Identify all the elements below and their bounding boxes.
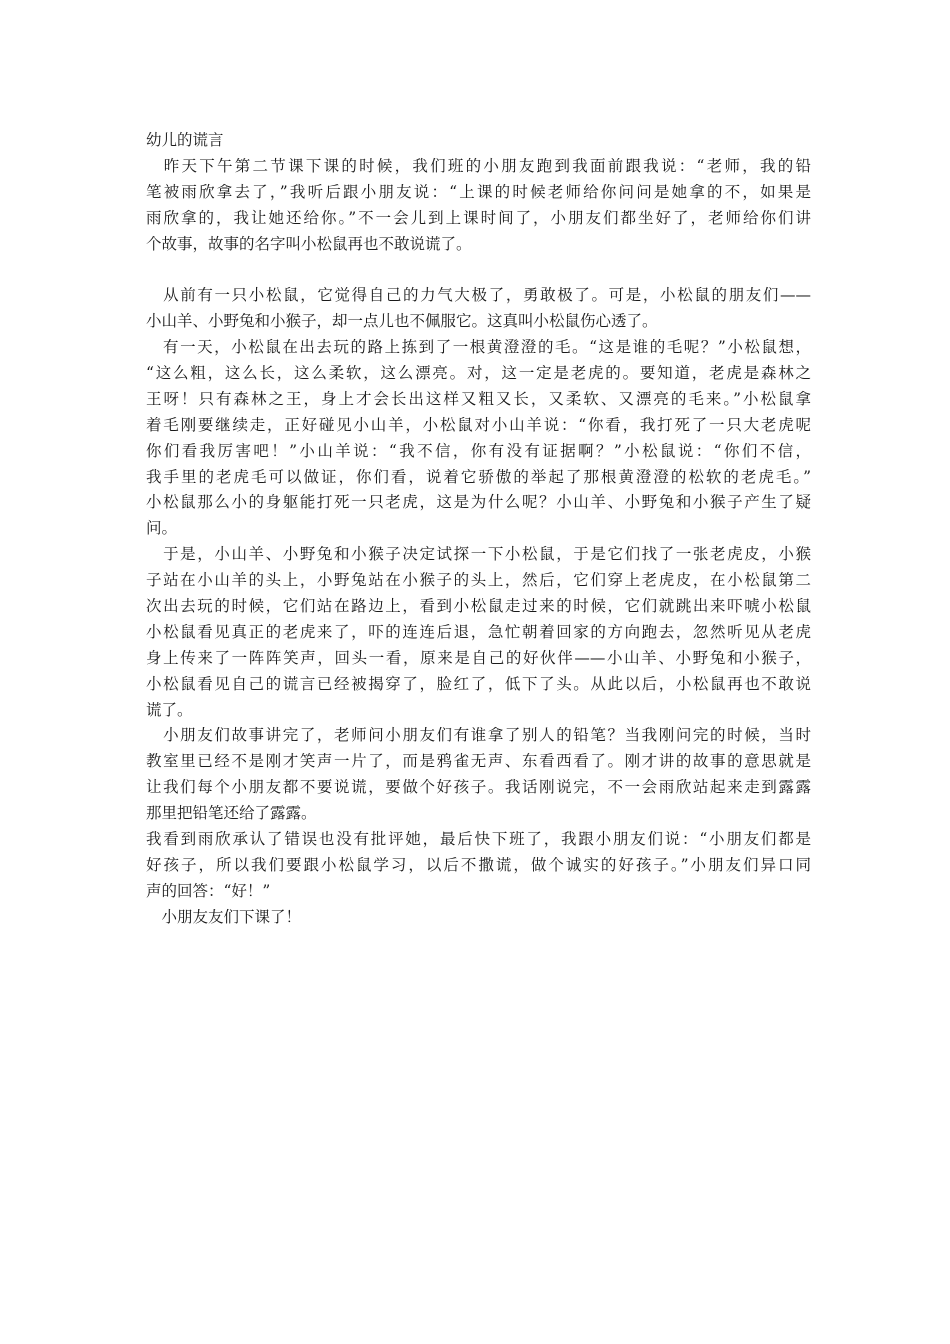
paragraph-3-line-3: 王呀！只有森林之王，身上才会长出这样又粗又长，又柔软、又漂亮的毛来。”小松鼠拿 <box>146 389 811 408</box>
paragraph-1-line-4: 个故事，故事的名字叫小松鼠再也不敢说谎了。 <box>146 234 472 253</box>
paragraph-1-line-1: 昨天下午第二节课下课的时候，我们班的小朋友跑到我面前跟我说：“老师，我的铅 <box>146 156 811 175</box>
paragraph-3-line-8: 问。 <box>146 519 178 538</box>
paragraph-2-line-2: 小山羊、小野兔和小猴子，却一点儿也不佩服它。这真叫小松鼠伤心透了。 <box>146 312 658 331</box>
paragraph-3-line-2: “这么粗，这么长，这么柔软，这么漂亮。对，这一定是老虎的。要知道，老虎是森林之 <box>146 364 811 383</box>
document-body <box>146 128 811 931</box>
paragraph-3-line-6: 我手里的老虎毛可以做证，你们看，说着它骄傲的举起了那根黄澄澄的松软的老虎毛。” <box>146 467 811 486</box>
paragraph-7-line-1: 小朋友友们下课了！ <box>146 907 302 926</box>
paragraph-6-line-1: 我看到雨欣承认了错误也没有批评她，最后快下班了，我跟小朋友们说：“小朋友们都是 <box>146 830 811 849</box>
paragraph-6-line-3: 声的回答：“好！” <box>146 881 271 900</box>
paragraph-6-line-2: 好孩子，所以我们要跟小松鼠学习，以后不撒谎，做个诚实的好孩子。”小朋友们异口同 <box>146 855 811 874</box>
paragraph-4-line-4: 小松鼠看见真正的老虎来了，吓的连连后退，急忙朝着回家的方向跑去，忽然听见从老虎 <box>146 622 811 641</box>
paragraph-1-line-2: 笔被雨欣拿去了，”我听后跟小朋友说：“上课的时候老师给你问问是她拿的不，如果是 <box>146 182 811 201</box>
paragraph-1-line-3: 雨欣拿的，我让她还给你。”不一会儿到上课时间了，小朋友们都坐好了，老师给你们讲 <box>146 208 811 227</box>
paragraph-5-line-2: 教室里已经不是刚才笑声一片了，而是鸦雀无声、东看西看了。刚才讲的故事的意思就是 <box>146 752 811 771</box>
paragraph-3-line-4: 着毛刚要继续走，正好碰见小山羊，小松鼠对小山羊说：“你看，我打死了一只大老虎呢 <box>146 415 811 434</box>
paragraph-3-line-7: 小松鼠那么小的身躯能打死一只老虎，这是为什么呢？小山羊、小野兔和小猴子产生了疑 <box>146 493 811 512</box>
paragraph-4-line-7: 谎了。 <box>146 700 193 719</box>
paragraph-4-line-6: 小松鼠看见自己的谎言已经被揭穿了，脸红了，低下了头。从此以后，小松鼠再也不敢说 <box>146 674 811 693</box>
paragraph-5-line-4: 那里把铅笔还给了露露。 <box>146 804 317 823</box>
blank-line <box>146 257 811 283</box>
paragraph-4-line-5: 身上传来了一阵阵笑声，回头一看，原来是自己的好伙伴——小山羊、小野兔和小猴子， <box>146 648 811 667</box>
document-title: 幼儿的谎言 <box>146 131 224 149</box>
paragraph-3-line-1: 有一天，小松鼠在出去玩的路上拣到了一根黄澄澄的毛。“这是谁的毛呢？”小松鼠想， <box>146 338 811 357</box>
paragraph-2-line-1: 从前有一只小松鼠，它觉得自己的力气大极了，勇敢极了。可是，小松鼠的朋友们—— <box>146 286 811 305</box>
paragraph-5-line-3: 让我们每个小朋友都不要说谎，要做个好孩子。我话刚说完，不一会雨欣站起来走到露露 <box>146 778 811 797</box>
paragraph-3-line-5: 你们看我厉害吧！”小山羊说：“我不信，你有没有证据啊？”小松鼠说：“你们不信， <box>146 441 811 460</box>
paragraph-4-line-3: 次出去玩的时候，它们站在路边上，看到小松鼠走过来的时候，它们就跳出来吓唬小松鼠 <box>146 597 811 616</box>
paragraph-4-line-1: 于是，小山羊、小野兔和小猴子决定试探一下小松鼠，于是它们找了一张老虎皮，小猴 <box>146 545 811 564</box>
paragraph-5-line-1: 小朋友们故事讲完了，老师问小朋友们有谁拿了别人的铅笔？当我刚问完的时候，当时 <box>146 726 811 745</box>
paragraph-4-line-2: 子站在小山羊的头上，小野兔站在小猴子的头上，然后，它们穿上老虎皮，在小松鼠第二 <box>146 571 811 590</box>
